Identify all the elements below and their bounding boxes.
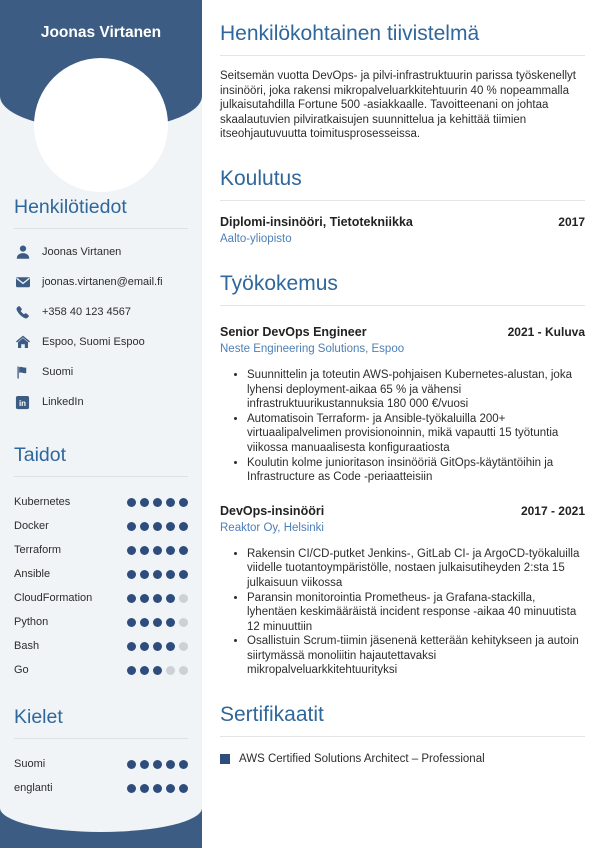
job-bullet: • Osallistuin Scrum-tiimin jäsenenä ketterään kehitykseen ja autoin siirtymässä monoliitin hajautettavaksi mikropalveluarkkitehtuurityksi (247, 634, 585, 678)
education-section (220, 167, 585, 247)
skill-rating (123, 642, 188, 651)
rating-dot-empty (179, 618, 188, 627)
rating-dot-filled (140, 666, 149, 675)
job-period: 2021 - Kuluva (507, 324, 585, 339)
job-bullet-list (220, 368, 585, 485)
rating-dot-filled (140, 498, 149, 507)
skills-section-title: Taidot (14, 444, 188, 477)
main-column (202, 0, 600, 848)
certification-label: AWS Certified Solutions Architect – Professional (239, 753, 485, 766)
job-period: 2017 - 2021 (520, 503, 585, 518)
company-link[interactable]: Reaktor Oy, Helsinki (220, 521, 324, 534)
phone-icon (14, 304, 31, 321)
rating-dot-filled (179, 498, 188, 507)
contact-row-location (0, 327, 202, 357)
skill-rating (123, 546, 188, 555)
contact-row-name (0, 237, 202, 267)
skill-label: Python (14, 616, 49, 628)
rating-dot-filled (140, 522, 149, 531)
skill-label: CloudFormation (14, 592, 93, 604)
rating-dot-filled (166, 570, 175, 579)
contact-email-value[interactable]: joonas.virtanen@email.fi (42, 276, 163, 288)
rating-dot-filled (179, 522, 188, 531)
skill-label: Bash (14, 640, 40, 652)
skill-row (0, 562, 202, 586)
summary-title: Henkilökohtainen tiivistelmä (220, 22, 585, 56)
skill-rating (123, 522, 188, 531)
rating-dot-empty (166, 666, 175, 675)
job-entry (220, 504, 585, 678)
rating-dot-filled (153, 784, 162, 793)
rating-dot-filled (179, 784, 188, 793)
skill-row (0, 658, 202, 682)
graduation-year: 2017 (558, 214, 585, 229)
rating-dot-filled (153, 570, 162, 579)
skills-list (0, 490, 202, 682)
language-rating (123, 784, 188, 793)
contact-nationality-value: Suomi (42, 366, 74, 378)
job-head (220, 504, 585, 518)
contact-list (0, 237, 202, 417)
skill-label: Go (14, 664, 29, 676)
rating-dot-filled (153, 760, 162, 769)
job-bullet: • Automatisoin Terraform- ja Ansible-työkaluilla 200+ virtuaalipalvelimen provisionoinnin, mikä vapautti 15 työtuntia viikossa manuaalisesta konfiguraatiosta (247, 412, 585, 456)
rating-dot-empty (179, 642, 188, 651)
skill-rating (123, 594, 188, 603)
rating-dot-filled (127, 666, 136, 675)
rating-dot-filled (166, 594, 175, 603)
job-bullet: • Suunnittelin ja toteutin AWS-pohjaisen Kubernetes-alustan, joka lyhensi deployment-aikaa 65 % ja vähensi infrastruktuurikustannuksia 180 000 €/vuosi (247, 368, 585, 412)
rating-dot-filled (127, 618, 136, 627)
language-rating (123, 760, 188, 769)
language-label: Suomi (14, 758, 46, 770)
contact-row-linkedin (0, 387, 202, 417)
skill-rating (123, 666, 188, 675)
skill-label: Kubernetes (14, 496, 71, 508)
rating-dot-filled (140, 618, 149, 627)
footer-curve (0, 808, 202, 832)
rating-dot-filled (140, 784, 149, 793)
contact-name-value: Joonas Virtanen (42, 246, 122, 258)
flag-icon (14, 364, 31, 381)
rating-dot-filled (179, 546, 188, 555)
language-row (0, 752, 202, 776)
rating-dot-filled (166, 760, 175, 769)
rating-dot-filled (166, 522, 175, 531)
languages-section (0, 706, 202, 800)
rating-dot-filled (153, 642, 162, 651)
job-bullet: • Paransin monitorointia Prometheus- ja Grafana-stackilla, lyhentäen keskimääräistä incident response -aikaa 40 minuutista 12 minuuttiin (247, 591, 585, 635)
square-bullet-icon (220, 754, 230, 764)
person-name: Joonas Virtanen (40, 24, 162, 41)
sidebar-footer-banner (0, 808, 202, 848)
skill-rating (123, 498, 188, 507)
rating-dot-filled (166, 618, 175, 627)
education-item-head (220, 215, 585, 229)
rating-dot-filled (153, 498, 162, 507)
rating-dot-filled (140, 760, 149, 769)
svg-text:in: in (18, 398, 27, 408)
skills-section (0, 444, 202, 682)
language-label: englanti (14, 782, 53, 794)
contact-phone-value: +358 40 123 4567 (42, 306, 132, 318)
rating-dot-filled (140, 594, 149, 603)
education-title: Koulutus (220, 167, 585, 201)
rating-dot-filled (127, 570, 136, 579)
rating-dot-filled (153, 666, 162, 675)
sidebar (0, 0, 202, 848)
contact-section (0, 196, 202, 417)
job-title: DevOps-insinööri (220, 503, 325, 518)
rating-dot-filled (127, 594, 136, 603)
school-link[interactable]: Aalto-yliopisto (220, 232, 292, 245)
rating-dot-empty (179, 666, 188, 675)
job-head (220, 325, 585, 339)
certification-item (220, 753, 585, 765)
skill-rating (123, 570, 188, 579)
home-icon (14, 334, 31, 351)
job-title: Senior DevOps Engineer (220, 324, 367, 339)
rating-dot-filled (166, 642, 175, 651)
languages-section-title: Kielet (14, 706, 188, 739)
languages-list (0, 752, 202, 800)
experience-title: Työkokemus (220, 272, 585, 306)
experience-section (220, 272, 585, 678)
job-bullet: • Rakensin CI/CD-putket Jenkins-, GitLab CI- ja ArgoCD-työkaluilla viidelle tuotantoympäristölle, nostaen julkaisutiheyden 2:sta 15 julkaisuun viikossa (247, 547, 585, 591)
education-item (220, 215, 585, 247)
skill-label: Ansible (14, 568, 51, 580)
contact-location-value: Espoo, Suomi Espoo (42, 336, 145, 348)
skill-row (0, 514, 202, 538)
rating-dot-filled (166, 498, 175, 507)
certifications-title: Sertifikaatit (220, 703, 585, 737)
job-entry (220, 325, 585, 485)
rating-dot-filled (140, 546, 149, 555)
rating-dot-filled (140, 570, 149, 579)
linkedin-icon (14, 394, 31, 411)
user-icon (14, 244, 31, 261)
rating-dot-filled (153, 546, 162, 555)
summary-text: Seitsemän vuotta DevOps- ja pilvi-infrastruktuurin parissa työskenellyt insinööri, joka rakensi mikropalveluarkkitehtuurin 40 % nopeammalla julkaisutahdilla Fortune 500 -asiakkaalle. Tavoitteenani on johtaa skaalautuvien pilviratkaisujen suunnittelua ja kehittää tiimien itseohjautuvuutta toimitusprosesseissa. (220, 70, 577, 141)
rating-dot-filled (179, 570, 188, 579)
skill-rating (123, 618, 188, 627)
company-link[interactable]: Neste Engineering Solutions, Espoo (220, 342, 405, 355)
degree-title: Diplomi-insinööri, Tietotekniikka (220, 214, 413, 229)
rating-dot-filled (153, 618, 162, 627)
sidebar-body (0, 196, 202, 800)
skill-row (0, 538, 202, 562)
rating-dot-filled (127, 546, 136, 555)
job-bullet-list (220, 547, 585, 678)
profile-photo-placeholder (34, 58, 168, 192)
envelope-icon (14, 274, 31, 291)
rating-dot-filled (166, 546, 175, 555)
rating-dot-filled (127, 522, 136, 531)
job-bullet: • Koulutin kolme junioritason insinööriä GitOps-käytäntöihin ja Infrastructure as Code -periaatteisiin (247, 456, 585, 485)
summary-section (220, 22, 585, 142)
rating-dot-filled (127, 784, 136, 793)
rating-dot-filled (179, 760, 188, 769)
rating-dot-filled (127, 498, 136, 507)
rating-dot-empty (179, 594, 188, 603)
rating-dot-filled (127, 642, 136, 651)
skill-label: Docker (14, 520, 49, 532)
contact-row-nationality (0, 357, 202, 387)
certifications-section (220, 703, 585, 765)
rating-dot-filled (153, 522, 162, 531)
skill-row (0, 610, 202, 634)
rating-dot-filled (127, 760, 136, 769)
contact-row-phone (0, 297, 202, 327)
rating-dot-filled (166, 784, 175, 793)
contact-row-email (0, 267, 202, 297)
contact-section-title: Henkilötiedot (14, 196, 188, 229)
skill-row (0, 586, 202, 610)
rating-dot-filled (140, 642, 149, 651)
rating-dot-filled (153, 594, 162, 603)
skill-row (0, 490, 202, 514)
language-row (0, 776, 202, 800)
skill-label: Terraform (14, 544, 62, 556)
contact-linkedin-value[interactable]: LinkedIn (42, 396, 84, 408)
skill-row (0, 634, 202, 658)
